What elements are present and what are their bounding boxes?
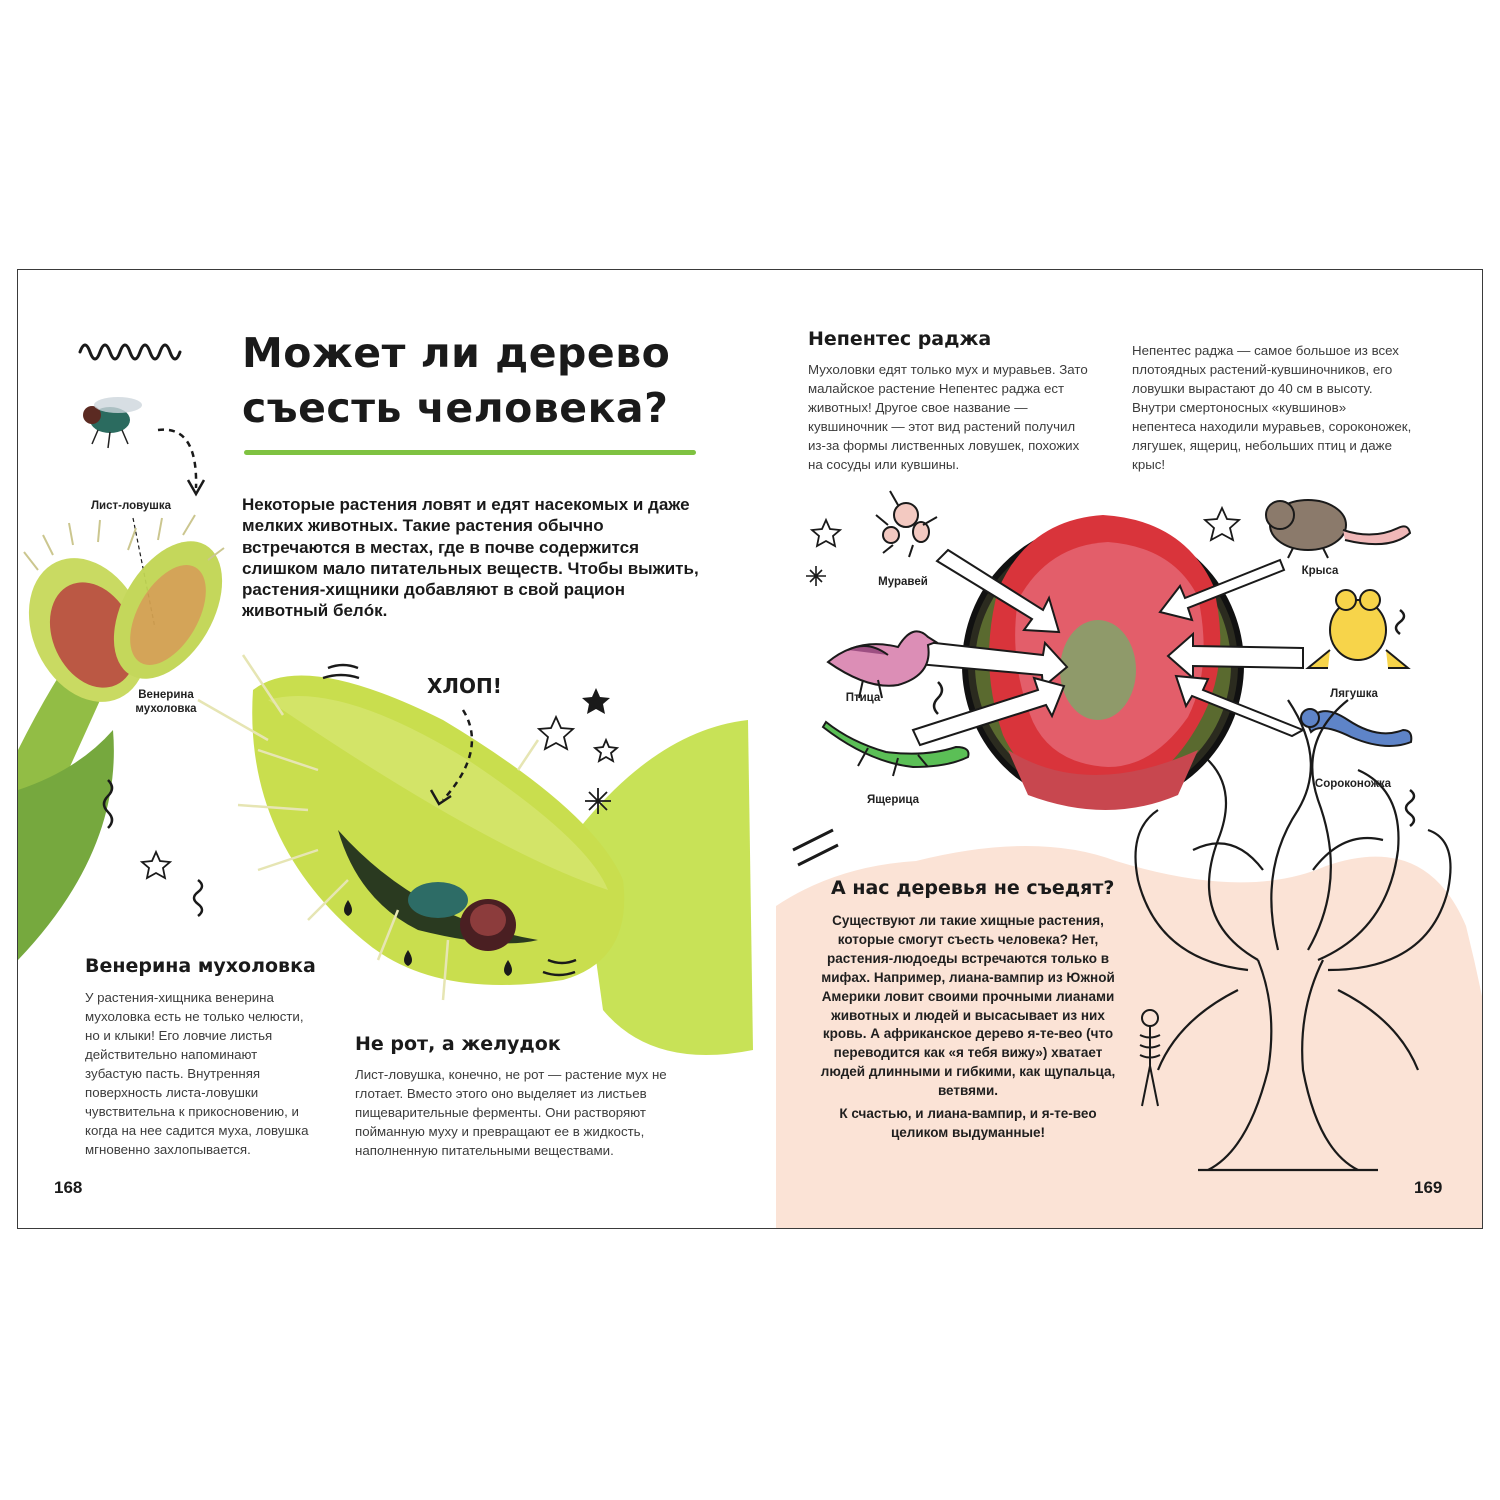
prey-label-lizard: Ящерица	[866, 794, 920, 806]
stomach-heading: Не рот, а желудок	[355, 1033, 561, 1055]
title-underline	[244, 450, 696, 455]
prey-label-rat: Крыса	[1301, 565, 1339, 577]
trees-heading: А нас деревья не съедят?	[831, 877, 1115, 899]
book-spread	[17, 269, 1483, 1229]
nepenthes-text-right: Непентес раджа — самое большое из всех плотоядных растений-кувшиночников, его ловушки вырастают до 40 см в высоту. Внутри смертоносных «кувшинов» непентеса находили муравьев, сороконожек, лягушек, ящериц, небольших птиц и даже крыс!	[1132, 343, 1412, 472]
nepenthes-text-left: Мухоловки едят только мух и муравьев. Зато малайское растение Непентес раджа ест животных! Другое свое название — кувшиночник — этот вид растений получил из-за формы лиственных ловушек, похожих на сосуды или кувшины.	[808, 362, 1088, 472]
trap-leaf-label: Лист-ловушка	[90, 500, 172, 512]
bird-icon	[828, 631, 936, 698]
rat-icon	[1266, 500, 1410, 558]
prey-label-centipede: Сороконожка	[1314, 778, 1392, 790]
trapped-person-icon	[1140, 1010, 1160, 1106]
hlop-label: ХЛОП!	[427, 674, 502, 698]
intro-text: Некоторые растения ловят и едят насекомых и даже мелких животных. Такие растения обычно встречаются в местах, где в почве содержится слишком мало питательных веществ. Чтобы выжить, растения-хищники добавляют в свой рацион животный белóк.	[242, 495, 699, 621]
trees-text	[813, 912, 1123, 1147]
page-title: Может ли дерево съесть человека?	[242, 329, 671, 432]
page-number-right: 169	[1414, 1178, 1443, 1197]
frog-icon	[1308, 590, 1408, 668]
trees-paragraph-1: Существуют ли такие хищные растения, которые смогут съесть человека? Нет, растения-людоеды встречаются только в мифах. Например, лиана-вампир из Южной Америки ловит своими прочными лианами животных и людей и высасывает из них кровь. А африканское дерево я-те-вео (что переводится как «я тебя вижу») хватает людей длинными и гибкими, как щупальца, ветвями.	[820, 913, 1116, 1099]
prey-label-frog: Лягушка	[1330, 688, 1378, 700]
prey-label-bird: Птица	[845, 692, 881, 704]
nepenthes-heading: Непентес раджа	[808, 328, 992, 350]
prey-label-ant: Муравей	[878, 576, 928, 588]
venus-text: У растения-хищника венерина мухоловка есть не только челюсти, но и клыки! Его ловчие листья действительно напоминают зубастую пасть. Внутренняя поверхность листа-ловушки чувствительна к прикосновению, и когда на нее садится муха, ловушка мгновенно захлопывается.	[85, 990, 309, 1157]
page-number-left: 168	[54, 1178, 83, 1197]
ant-icon	[876, 491, 937, 557]
flytrap-label: Венерина мухоловка	[135, 689, 197, 715]
stomach-text: Лист-ловушка, конечно, не рот — растение мух не глотает. Вместо этого оно выделяет из листьев пищеварительные ферменты. Они растворяют пойманную муху и превращают ее в жидкость, наполненную питательными веществами.	[355, 1067, 667, 1158]
venus-heading: Венерина мухоловка	[85, 955, 316, 977]
trees-paragraph-2: К счастью, и лиана-вампир, и я-те-вео целиком выдуманные!	[839, 1106, 1097, 1140]
